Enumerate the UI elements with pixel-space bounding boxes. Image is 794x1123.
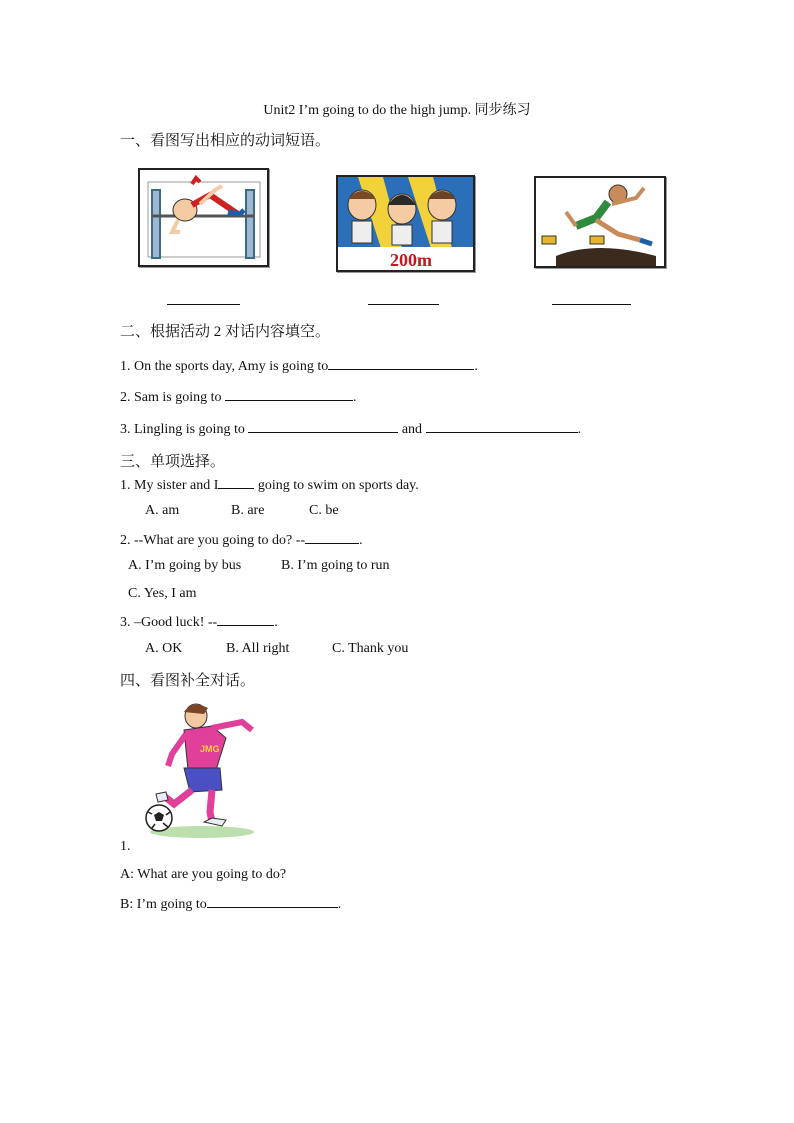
fill-blank-2[interactable] <box>225 388 353 401</box>
choice-blank-3[interactable] <box>217 613 274 626</box>
period: . <box>337 897 342 912</box>
dialogue-number: 1. <box>120 839 131 854</box>
fill-blank-1[interactable] <box>328 357 474 370</box>
section-3-heading: 三、单项选择。 <box>120 454 226 470</box>
period: . <box>359 533 363 548</box>
answer-line-1[interactable] <box>167 303 240 305</box>
section-4-heading: 四、看图补全对话。 <box>120 673 256 689</box>
fill-question-2 <box>120 388 357 406</box>
choice-blank-2[interactable] <box>305 531 359 544</box>
dialogue-line-b-text: B: I’m going to <box>120 897 207 912</box>
choice-1-option-c[interactable]: C. be <box>309 503 339 518</box>
answer-line-2[interactable] <box>368 303 439 305</box>
page-title: Unit2 I’m going to do the high jump. 同步练习 <box>263 103 531 118</box>
period: . <box>353 390 357 405</box>
section-1-heading: 一、看图写出相应的动词短语。 <box>120 133 331 149</box>
fill-question-3-and: and <box>401 422 423 437</box>
dialogue-blank[interactable] <box>207 895 338 908</box>
fill-question-1-text: 1. On the sports day, Amy is going to <box>120 359 329 374</box>
choice-2-option-c[interactable]: C. Yes, I am <box>128 586 197 601</box>
race-distance-label: 200m <box>390 250 432 270</box>
fill-blank-3a[interactable] <box>248 420 398 433</box>
high-jump-picture <box>138 168 269 267</box>
choice-question-2 <box>120 531 363 549</box>
choice-2-option-b[interactable]: B. I’m going to run <box>281 558 390 573</box>
dialogue-line-b <box>120 895 341 913</box>
section-2-heading: 二、根据活动 2 对话内容填空。 <box>120 324 331 340</box>
choice-question-1-text: 1. My sister and I <box>120 478 219 493</box>
period: . <box>474 359 478 374</box>
choice-question-3 <box>120 613 278 631</box>
choice-question-1-tail: going to swim on sports day. <box>257 478 419 493</box>
choice-blank-1[interactable] <box>218 476 254 489</box>
choice-1-option-b[interactable]: B. are <box>231 503 265 518</box>
long-jump-picture <box>534 176 666 268</box>
choice-question-2-text: 2. --What are you going to do? -- <box>120 533 306 548</box>
period: . <box>274 615 278 630</box>
fill-question-1 <box>120 357 478 375</box>
choice-3-option-c[interactable]: C. Thank you <box>332 641 409 656</box>
choice-question-1 <box>120 476 419 494</box>
period: . <box>577 422 582 437</box>
fill-blank-3b[interactable] <box>426 420 578 433</box>
football-player-picture <box>142 700 262 840</box>
fill-question-2-text: 2. Sam is going to <box>120 390 222 405</box>
fill-question-3-text: 3. Lingling is going to <box>120 422 245 437</box>
choice-3-option-a[interactable]: A. OK <box>145 641 183 656</box>
answer-line-3[interactable] <box>552 303 631 305</box>
running-race-picture <box>336 175 475 272</box>
shirt-text: JMG <box>200 744 220 754</box>
choice-2-option-a[interactable]: A. I’m going by bus <box>128 558 242 573</box>
dialogue-line-a: A: What are you going to do? <box>120 867 287 882</box>
choice-3-option-b[interactable]: B. All right <box>226 641 290 656</box>
choice-1-option-a[interactable]: A. am <box>145 503 180 518</box>
choice-question-3-text: 3. –Good luck! -- <box>120 615 218 630</box>
fill-question-3 <box>120 420 581 438</box>
